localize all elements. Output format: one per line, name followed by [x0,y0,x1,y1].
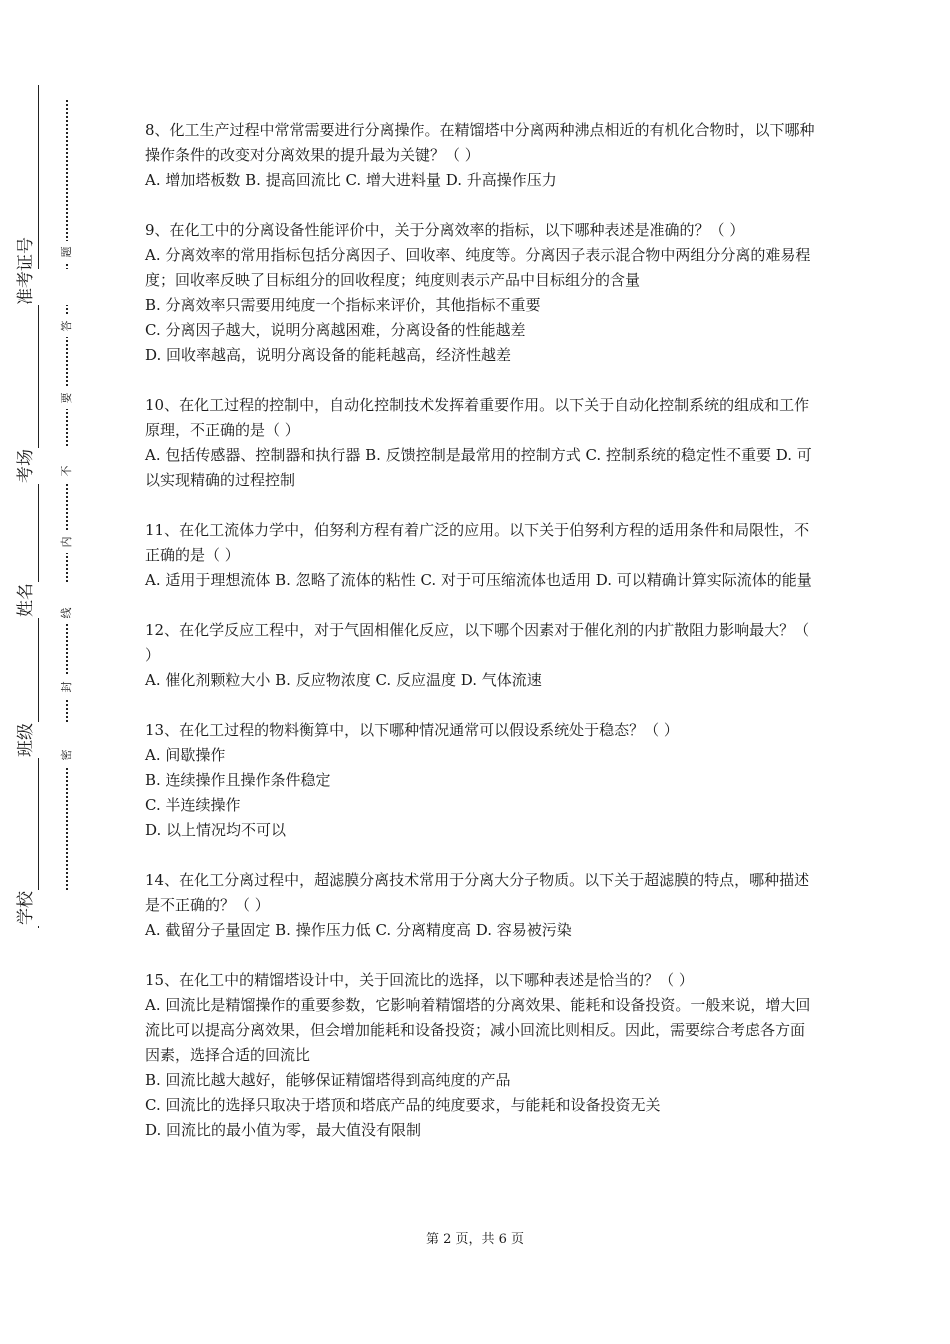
seal-char: 不 [58,460,76,482]
option-d: D. 回收率越高，说明分离设备的能耗越高，经济性越差 [145,346,512,364]
question-13 [145,718,815,843]
question-stem: 13、在化工过程的物料衡算中，以下哪种情况通常可以假设系统处于稳态？（ ） [145,721,679,739]
seal-char: 封 [58,676,76,698]
question-list [145,118,815,1168]
question-10 [145,393,815,493]
question-11 [145,518,815,593]
question-stem: 15、在化工中的精馏塔设计中，关于回流比的选择，以下哪种表述是恰当的？（ ） [145,971,694,989]
seal-char: 线 [58,602,76,624]
class-label: 班级 [8,722,68,758]
name-label: 姓名 [8,582,68,618]
option-c: C. 分离因子越大，说明分离越困难，分离设备的性能越差 [145,321,526,339]
question-options: A. 增加塔板数 B. 提高回流比 C. 增大进料量 D. 升高操作压力 [145,171,557,189]
question-8 [145,118,815,193]
seal-char: 内 [58,531,76,553]
binding-dotted-line [66,100,68,906]
seal-char: 要 [58,387,76,409]
page-number: 第 2 页，共 6 页 [425,1232,525,1247]
question-options: A. 适用于理想流体 B. 忽略了流体的粘性 C. 对于可压缩流体也适用 D. 可以精确计算实际流体的能量 [145,571,812,589]
seal-char: 答 [58,315,76,337]
option-d: D. 以上情况均不可以 [145,821,287,839]
question-14 [145,868,815,943]
binding-solid-line [38,85,39,928]
option-d: D. 回流比的最小值为零，最大值没有限制 [145,1121,422,1139]
option-c: C. 半连续操作 [145,796,241,814]
school-label: 学校 [8,890,68,926]
question-stem: 9、在化工中的分离设备性能评价中，关于分离效率的指标，以下哪种表述是准确的？（ ） [145,221,745,239]
question-stem: 11、在化工流体力学中，伯努利方程有着广泛的应用。以下关于伯努利方程的适用条件和局限性，不正确的是（ ） [145,521,810,564]
seal-char: 密 [58,744,76,766]
seal-char: 题 [58,241,76,263]
question-15 [145,968,815,1143]
question-stem: 14、在化工分离过程中，超滤膜分离技术常用于分离大分子物质。以下关于超滤膜的特点，哪种描述是不正确的？（ ） [145,871,810,914]
question-stem: 10、在化工过程的控制中，自动化控制技术发挥着重要作用。以下关于自动化控制系统的组成和工作原理，不正确的是（ ） [145,396,810,439]
question-12 [145,618,815,693]
option-b: B. 连续操作且操作条件稳定 [145,771,331,789]
option-b: B. 分离效率只需要用纯度一个指标来评价，其他指标不重要 [145,296,541,314]
question-9 [145,218,815,368]
question-options: A. 催化剂颗粒大小 B. 反应物浓度 C. 反应温度 D. 气体流速 [145,671,542,689]
question-stem: 8、化工生产过程中常常需要进行分离操作。在精馏塔中分离两种沸点相近的有机化合物时，以下哪种操作条件的改变对分离效果的提升最为关键？（ ） [145,121,815,164]
option-b: B. 回流比越大越好，能够保证精馏塔得到高纯度的产品 [145,1071,511,1089]
question-stem: 12、在化学反应工程中，对于气固相催化反应，以下哪个因素对于催化剂的内扩散阻力影响最大？（ ） [145,621,810,664]
exam-number-label: 准考证号 [8,269,68,305]
option-c: C. 回流比的选择只取决于塔顶和塔底产品的纯度要求，与能耗和设备投资无关 [145,1096,661,1114]
question-options: A. 包括传感器、控制器和执行器 B. 反馈控制是最常用的控制方式 C. 控制系统的稳定性不重要 D. 可以实现精确的过程控制 [145,446,812,489]
option-a: A. 间歇操作 [145,746,226,764]
option-a: A. 分离效率的常用指标包括分离因子、回收率、纯度等。分离因子表示混合物中两组分分离的难易程度；回收率反映了目标组分的回收程度；纯度则表示产品中目标组分的含量 [145,246,811,289]
question-options: A. 截留分子量固定 B. 操作压力低 C. 分离精度高 D. 容易被污染 [145,921,572,939]
option-a: A. 回流比是精馏操作的重要参数，它影响着精馏塔的分离效果、能耗和设备投资。一般来说，增大回流比可以提高分离效果，但会增加能耗和设备投资；减小回流比则相反。因此，需要综合考虑各方面因素，选择合适的回流比 [145,996,811,1064]
exam-room-label: 考场 [8,448,68,484]
